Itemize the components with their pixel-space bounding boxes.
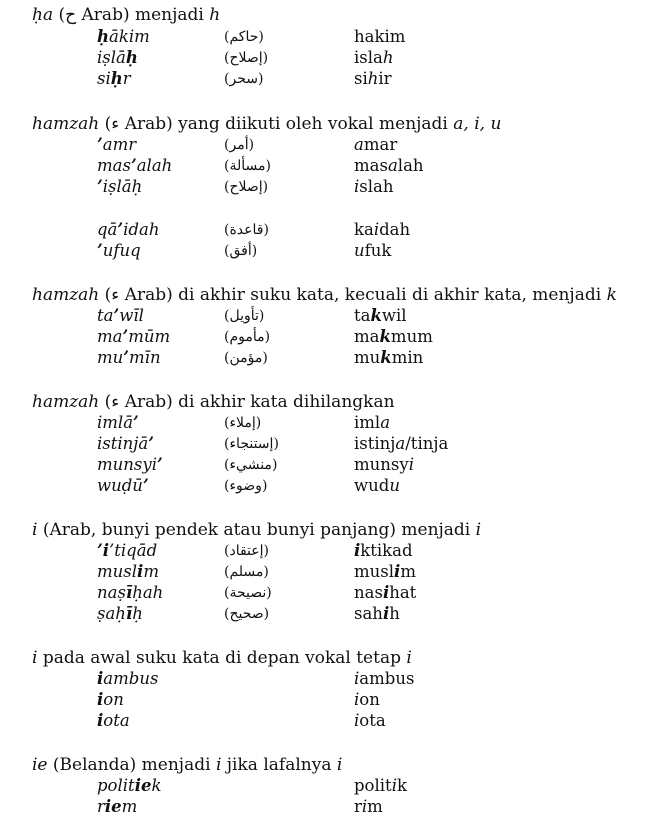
indonesian-term: islah [354, 177, 394, 196]
indonesian-term: ufuk [354, 241, 392, 260]
latin-term: siḥr [97, 69, 131, 88]
arabic-term: (إصلاح) [224, 50, 269, 66]
indonesian-term: sihir [354, 69, 392, 88]
arabic-term: (وضوء) [224, 478, 268, 494]
latin-term: istinjā’ [97, 434, 154, 453]
arabic-term: (صحيح) [224, 606, 270, 622]
section-heading: hamzah (ء Arab) di akhir kata dihilangkan [32, 392, 395, 412]
latin-term: iṣlāḥ [97, 48, 138, 67]
latin-term: ’iṣlāḥ [97, 177, 143, 196]
arabic-term: (مأموم) [224, 329, 271, 345]
indonesian-term: makmum [354, 327, 433, 346]
latin-term: ’i’tiqād [97, 541, 158, 560]
latin-term: munsyi’ [97, 455, 163, 474]
latin-term: ma’mūm [97, 327, 171, 346]
arabic-term: (نصيحة) [224, 585, 272, 601]
latin-term: mas’alah [97, 156, 173, 175]
indonesian-term: imla [354, 413, 391, 432]
indonesian-term: amar [354, 135, 398, 154]
latin-term: wuḍū’ [97, 476, 149, 495]
section-heading: ie (Belanda) menjadi i jika lafalnya i [32, 755, 343, 775]
latin-term: riem [97, 797, 138, 816]
latin-term: ta’wīl [97, 306, 144, 325]
latin-term: imlā’ [97, 413, 139, 432]
indonesian-term: islah [354, 48, 394, 67]
arabic-term: (سحر) [224, 71, 264, 87]
indonesian-term: iota [354, 711, 386, 730]
section-heading: i pada awal suku kata di depan vokal tetap i [32, 648, 412, 668]
arabic-term: (حاكم) [224, 29, 264, 45]
arabic-term: (منشيء) [224, 457, 278, 473]
latin-term: ṣaḥīḥ [97, 604, 143, 623]
indonesian-term: takwil [354, 306, 407, 325]
indonesian-term: munsyi [354, 455, 414, 474]
section-heading: hamzah (ء Arab) di akhir suku kata, kecuali di akhir kata, menjadi k [32, 285, 617, 305]
latin-term: mu’mīn [97, 348, 161, 367]
indonesian-term: iktikad [354, 541, 413, 560]
section-heading: ḥa (ح Arab) menjadi h [32, 5, 221, 25]
arabic-term: (إعتقاد) [224, 543, 269, 559]
arabic-term: (إستنجاء) [224, 436, 279, 452]
indonesian-term: politik [354, 776, 407, 795]
indonesian-term: sahih [354, 604, 400, 623]
arabic-term: (إصلاح) [224, 179, 269, 195]
latin-term: ion [97, 690, 124, 709]
latin-term: qā’idah [97, 220, 160, 239]
arabic-term: (أفق) [224, 243, 258, 259]
arabic-term: (مسألة) [224, 158, 271, 174]
arabic-term: (مسلم) [224, 564, 269, 580]
latin-term: ’amr [97, 135, 137, 154]
latin-term: naṣīḥah [97, 583, 164, 602]
arabic-term: (قاعدة) [224, 222, 269, 238]
indonesian-term: wudu [354, 476, 400, 495]
arabic-term: (أمر) [224, 137, 255, 153]
indonesian-term: kaidah [354, 220, 411, 239]
arabic-term: (إملاء) [224, 415, 262, 431]
indonesian-term: ion [354, 690, 380, 709]
latin-term: iota [97, 711, 130, 730]
latin-term: ḥākim [97, 27, 150, 46]
indonesian-term: masalah [354, 156, 424, 175]
indonesian-term: mukmin [354, 348, 424, 367]
arabic-term: (تأويل) [224, 308, 265, 324]
indonesian-term: nasihat [354, 583, 417, 602]
indonesian-term: muslim [354, 562, 416, 581]
indonesian-term: hakim [354, 27, 406, 46]
indonesian-term: iambus [354, 669, 415, 688]
latin-term: muslim [97, 562, 159, 581]
indonesian-term: rim [354, 797, 383, 816]
arabic-term: (مؤمن) [224, 350, 268, 366]
indonesian-term: istinja/tinja [354, 434, 449, 453]
latin-term: iambus [97, 669, 159, 688]
latin-term: politiek [97, 776, 162, 795]
latin-term: ’ufuq [97, 241, 141, 260]
section-heading: hamzah (ء Arab) yang diikuti oleh vokal menjadi a, i, u [32, 114, 502, 134]
section-heading: i (Arab, bunyi pendek atau bunyi panjang) menjadi i [32, 520, 482, 540]
